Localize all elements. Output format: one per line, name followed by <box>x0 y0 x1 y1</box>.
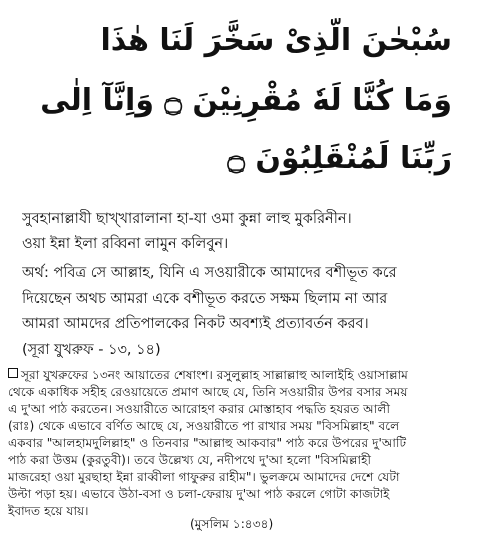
arabic-verse-line-2: وَمَا كُنَّا لَهٗ مُقْرِنِيْنَ ۝ وَاِنَّآ اِلٰى <box>40 83 452 118</box>
note-line-5: একবার "আলহামদুলিল্লাহ" ও তিনবার "আল্লাহু আকবার" পাঠ করে উপরের দু'আটি <box>8 436 407 450</box>
arabic-verse-line-1: سُبْحٰنَ الَّذِىْ سَخَّرَ لَنَا هٰذَا <box>100 23 452 58</box>
note-line-4: (রাঃ) থেকে এভাবে বর্ণিত আছে যে, সওয়ারীতে পা রাখার সময় "বিসমিল্লাহ" বলে <box>8 419 400 433</box>
note-line-6: পাঠ করা উত্তম (কুরতুবী)। তবে উল্লেখ্য যে, নদীপথে দু'আ হলো "বিসমিল্লাহী <box>8 453 371 467</box>
arabic-verse-line-3: رَبِّنَا لَمُنْقَلِبُوْنَ ۝ <box>227 141 452 176</box>
note-line-3: এ দু'আ পাঠ করতেন। সওয়ারীতে আরোহণ করার মোস্তাহাব পদ্ধতি হযরত আলী <box>8 402 390 416</box>
checkbox-icon <box>8 368 18 378</box>
hadith-reference: (মুসলিম ১:৪৩৪) <box>190 517 274 531</box>
note-line-7: মাজরেহা ওয়া মুরছাহা ইন্না রাব্বীলা গাফুরুর রাহীম"। ভুলক্রমে আমাদের দেশে যেটা <box>8 470 400 484</box>
surah-reference: (সূরা যুখরুফ - ১৩, ১৪) <box>22 342 161 358</box>
translation-line-2: দিয়েছেন অথচ আমরা একে বশীভূত করতে সক্ষম ছিলাম না আর <box>22 291 388 307</box>
note-line-9: ইবাদত হয়ে যায়। <box>8 504 89 518</box>
note-line-2: থেকে একাধিক সহীহ রেওয়ায়েতে প্রমাণ আছে যে, তিনি সওয়ারীর উপর বসার সময় <box>8 385 408 399</box>
note-line-8: উল্টা পড়া হয়। এভাবে উঠা-বসা ও চলা-ফেরায় দু'আ পাঠ করলে গোটা কাজটাই <box>8 487 390 501</box>
transliteration-line-2: ওয়া ইন্না ইলা রব্বিনা লামুন কলিবুন। <box>22 236 229 252</box>
translation-line-1: অর্থ: পবিত্র সে আল্লাহ, যিনি এ সওয়ারীকে আমাদের বশীভূত করে <box>22 265 397 281</box>
transliteration-line-1: সুবহানাল্লাযী ছাখ্‌খারালানা হা-যা ওমা কুন্না লাহু মুকরিনীন। <box>22 211 352 227</box>
translation-line-3: আমরা আমদের প্রতিপালকের নিকট অবশ্যই প্রত্যাবর্তন করব। <box>22 316 369 332</box>
note-line-1: সূরা যুখরুফের ১৩নং আয়াতের শেষাংশ। রসুলুল্লাহ সাল্লাল্লাহু আলাইহি ওয়াসাল্লাম <box>8 367 478 387</box>
